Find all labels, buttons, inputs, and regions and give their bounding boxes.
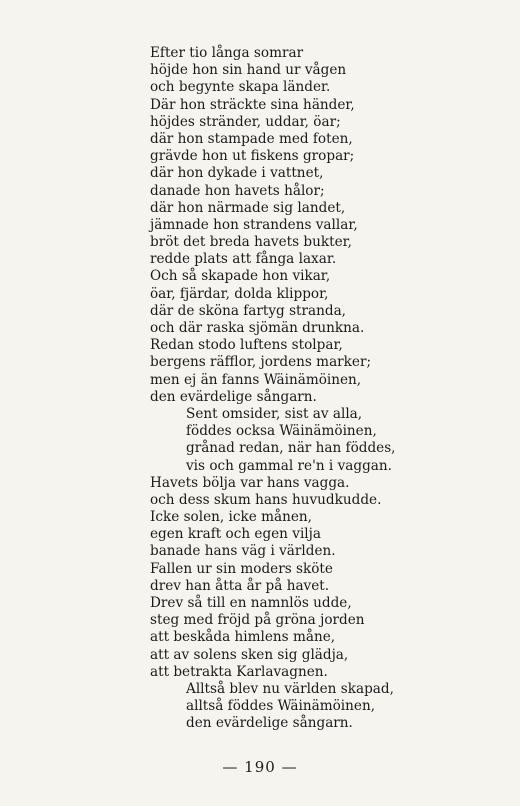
page-number: — 190 — [222,758,298,776]
poem-line: där de sköna fartyg stranda, [150,302,346,319]
poem-line: och begynte skapa länder. [150,79,331,96]
poem-line: banade hans väg i världen. [150,543,336,560]
poem-line: danade hon havets hålor; [150,182,325,199]
poem-line: Sent omsider, sist av alla, [186,405,363,422]
poem-line: jämnade hon strandens vallar, [150,216,358,233]
poem-line: den evärdelige sångarn. [150,388,317,405]
poem-line: den evärdelige sångarn. [186,715,353,732]
poem-line: höjde hon sin hand ur vågen [150,62,347,79]
poem-line: och dess skum hans huvudkudde. [150,491,382,508]
poem-line: höjdes stränder, uddar, öar; [150,113,341,130]
poem-line: och där raska sjömän drunkna. [150,320,365,336]
poem-line: Fallen ur sin moders sköte [150,560,333,577]
poem-line: bröt det breda havets bukter, [150,234,352,251]
poem-line: grävde hon ut fiskens gropar; [150,148,355,165]
poem-line: Och så skapade hon vikar, [150,268,331,285]
poem-line: steg med fröjd på gröna jorden [150,612,365,629]
poem-line: drev han åtta år på havet. [150,577,330,594]
poem-line: Havets bölja var hans vagga. [150,474,350,491]
poem-line: Alltså blev nu världen skapad, [186,680,394,697]
poem-line: att betrakta Karlavagnen. [150,663,328,680]
poem-line: Drev så till en namnlös udde, [150,595,352,611]
poem-line: att beskåda himlens måne, [150,629,336,646]
poem-line: där hon stampade med foten, [150,130,353,147]
poem-line: Icke solen, icke månen, [150,509,312,526]
poem-line: bergens räfflor, jordens marker; [150,354,372,371]
poem-line: Redan stodo luftens stolpar, [150,337,343,354]
poem-line: vis och gammal re'n i vaggan. [186,457,392,474]
poem-line: men ej än fanns Wäinämöinen, [150,371,362,388]
poem-line: Efter tio långa somrar [150,45,304,61]
poem-line: grånad redan, när han föddes, [186,440,396,457]
poem-line: där hon dykade i vattnet, [150,165,324,182]
poem-line: Där hon sträckte sina händer, [150,96,355,113]
poem-line: där hon närmade sig landet, [150,199,346,216]
poem-text-block [150,45,490,733]
poem-line: egen kraft och egen vilja [150,526,321,543]
poem-line: att av solens sken sig glädja, [150,646,349,663]
poem-line: redde plats att fånga laxar. [150,251,337,268]
poem-line: alltså föddes Wäinämöinen, [186,698,376,715]
poem-line: öar, fjärdar, dolda klippor, [150,285,329,302]
poem-line: föddes ocksa Wäinämöinen, [186,423,377,440]
